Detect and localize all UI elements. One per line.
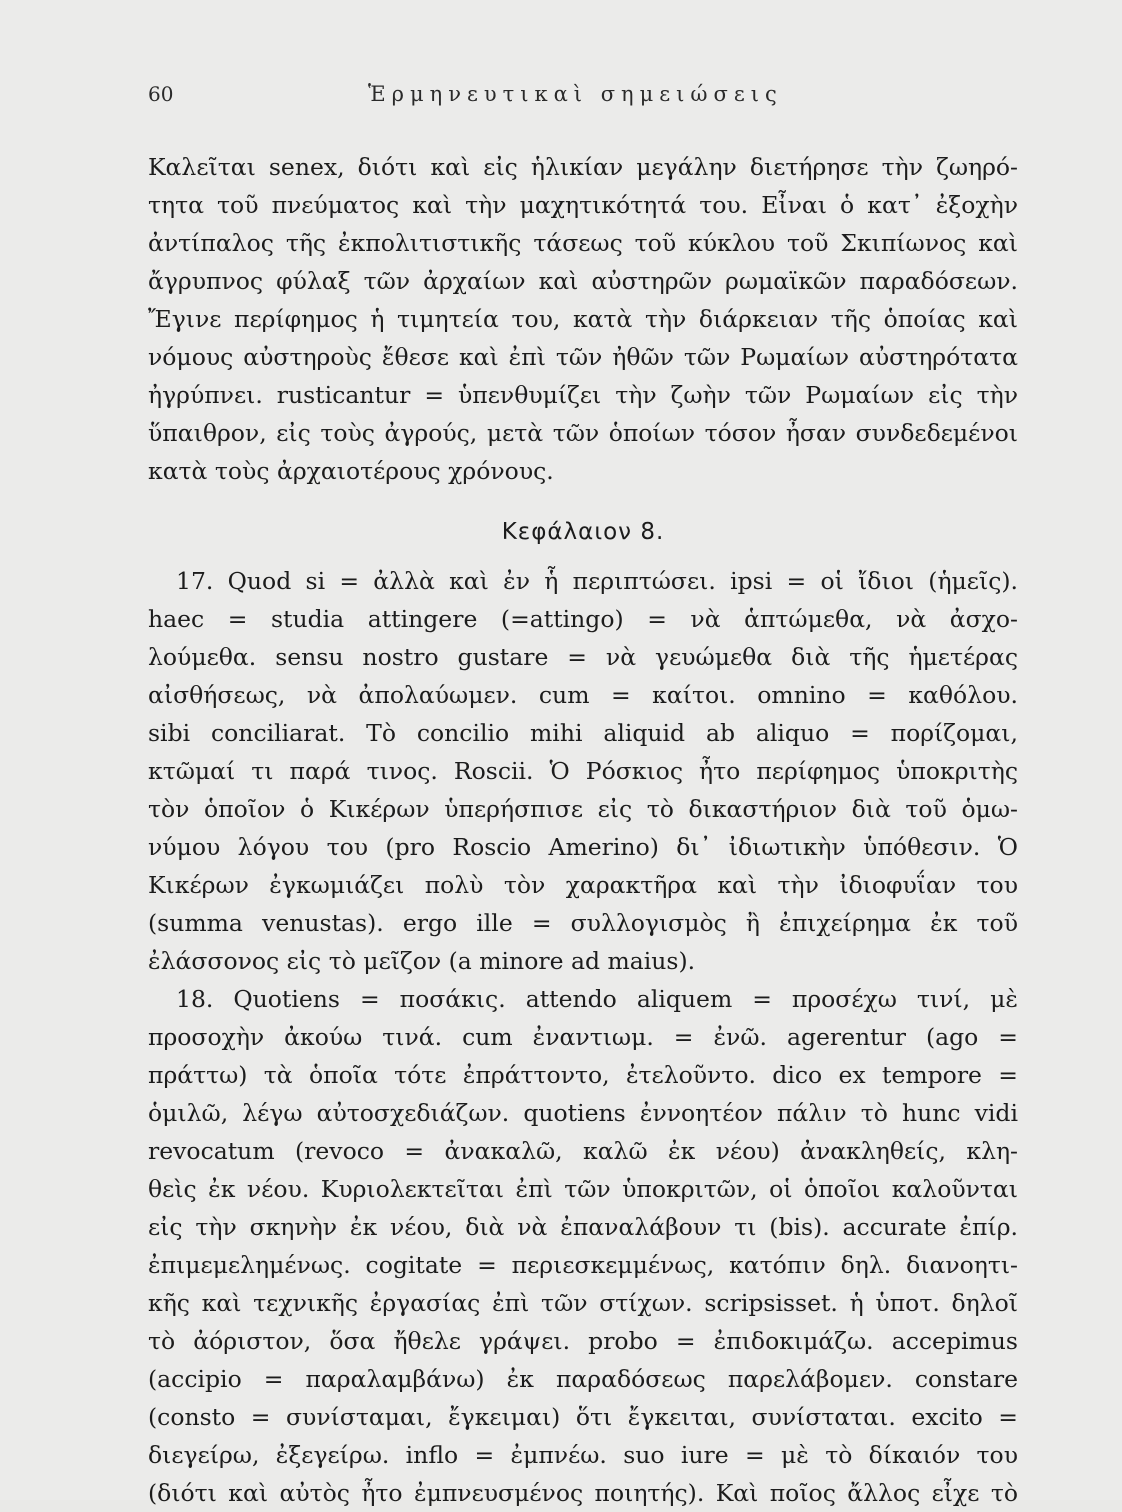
section-17	[148, 562, 1018, 980]
chapter-heading: Κεφάλαιον 8.	[501, 519, 665, 545]
text-line: κατὰ τοὺς ἀρχαιοτέρους χρόνους.	[148, 457, 554, 485]
text-line: revocatum (revoco = ἀνακαλῶ, καλῶ ἐκ νέου) ἀνακληθείς, κλη-	[148, 1137, 1018, 1165]
text-line: ἐπιμεμελημένως. cogitate = περιεσκεμμένως, κατόπιν δηλ. διανοητι-	[148, 1251, 1018, 1279]
text-line: ὕπαιθρον, εἰς τοὺς ἀγρούς, μετὰ τῶν ὁποίων τόσον ἦσαν συνδεδεμένοι	[148, 419, 1018, 447]
text-line: ἄγρυπνος φύλαξ τῶν ἀρχαίων καὶ αὐστηρῶν ρωμαϊκῶν παραδόσεων.	[148, 267, 1018, 295]
running-header	[148, 82, 1028, 112]
page-number: 60	[148, 82, 174, 106]
text-line: ὁμιλῶ, λέγω αὐτοσχεδιάζων. quotiens ἐννοητέον πάλιν τὸ hunc vidi	[148, 1099, 1018, 1127]
text-line: ἐλάσσονος εἰς τὸ μεῖζον (a minore ad maius).	[148, 947, 696, 975]
text-line: ἀντίπαλος τῆς ἐκπολιτιστικῆς τάσεως τοῦ κύκλου τοῦ Σκιπίωνος καὶ	[148, 229, 1018, 257]
text-line: διεγείρω, ἐξεγείρω. inflo = ἐμπνέω. suo iure = μὲ τὸ δίκαιόν του	[148, 1441, 1018, 1469]
text-line: λούμεθα. sensu nostro gustare = νὰ γευώμεθα διὰ τῆς ἡμετέρας	[148, 643, 1018, 671]
text-line: νόμους αὐστηροὺς ἔθεσε καὶ ἐπὶ τῶν ἠθῶν τῶν Ρωμαίων αὐστηρότατα	[148, 343, 1018, 371]
text-line: 18. Quotiens = ποσάκις. attendo aliquem = προσέχω τινί, μὲ	[176, 985, 1018, 1013]
text-line: (summa venustas). ergo ille = συλλογισμὸς ἢ ἐπιχείρημα ἐκ τοῦ	[148, 909, 1018, 937]
text-line: (accipio = παραλαμβάνω) ἐκ παραδόσεως παρελάβομεν. constare	[148, 1365, 1018, 1393]
running-title: Ἑρμηνευτικαὶ σημειώσεις	[368, 82, 783, 106]
text-line: (διότι καὶ αὐτὸς ἦτο ἐμπνευσμένος ποιητής). Καὶ ποῖος ἄλλος εἶχε τὸ	[148, 1479, 1018, 1507]
text-line: προσοχὴν ἀκούω τινά. cum ἐναντιωμ. = ἐνῶ. agerentur (ago =	[148, 1023, 1018, 1051]
text-line: τητα τοῦ πνεύματος καὶ τὴν μαχητικότητά του. Εἶναι ὁ κατ᾽ ἐξοχὴν	[148, 191, 1018, 219]
text-line: νύμου λόγου του (pro Roscio Amerino) δι᾽ ἰδιωτικὴν ὑπόθεσιν. Ὁ	[148, 833, 1018, 861]
text-line: sibi conciliarat. Τὸ concilio mihi aliquid ab aliquo = πορίζομαι,	[148, 719, 1018, 747]
text-line: ἠγρύπνει. rusticantur = ὑπενθυμίζει τὴν ζωὴν τῶν Ρωμαίων εἰς τὴν	[148, 381, 1018, 409]
text-line: τὸ ἀόριστον, ὅσα ἤθελε γράψει. probo = ἐπιδοκιμάζω. accepimus	[148, 1327, 1018, 1355]
text-line: κῆς καὶ τεχνικῆς ἐργασίας ἐπὶ τῶν στίχων. scripsisset. ἡ ὑποτ. δηλοῖ	[148, 1289, 1018, 1317]
text-line: πράττω) τὰ ὁποῖα τότε ἐπράττοντο, ἐτελοῦντο. dico ex tempore =	[148, 1061, 1018, 1089]
section-18	[148, 980, 1018, 1512]
text-line: Ἔγινε περίφημος ἡ τιμητεία του, κατὰ τὴν διάρκειαν τῆς ὁποίας καὶ	[148, 305, 1018, 333]
page-body	[148, 148, 1018, 1512]
paragraph-senex	[148, 148, 1018, 490]
text-line: 17. Quod si = ἀλλὰ καὶ ἐν ἧ περιπτώσει. ipsi = οἱ ἴδιοι (ἡμεῖς).	[176, 567, 1018, 595]
text-line: θεὶς ἐκ νέου. Κυριολεκτεῖται ἐπὶ τῶν ὑποκριτῶν, οἱ ὁποῖοι καλοῦνται	[148, 1175, 1018, 1203]
text-line: κτῶμαί τι παρά τινος. Roscii. Ὁ Ρόσκιος ἦτο περίφημος ὑποκριτὴς	[148, 757, 1018, 785]
text-line: εἰς τὴν σκηνὴν ἐκ νέου, διὰ νὰ ἐπαναλάβουν τι (bis). accurate ἐπίρ.	[148, 1213, 1018, 1241]
text-line: (consto = συνίσταμαι, ἔγκειμαι) ὅτι ἔγκειται, συνίσταται. excito =	[148, 1403, 1018, 1431]
text-line: haec = studia attingere (=attingo) = νὰ ἁπτώμεθα, νὰ ἀσχο-	[148, 605, 1018, 633]
text-line: τὸν ὁποῖον ὁ Κικέρων ὑπερήσπισε εἰς τὸ δικαστήριον διὰ τοῦ ὁμω-	[148, 795, 1018, 823]
text-line: Καλεῖται senex, διότι καὶ εἰς ἡλικίαν μεγάλην διετήρησε τὴν ζωηρό-	[148, 153, 1018, 181]
text-line: αἰσθήσεως, νὰ ἀπολαύωμεν. cum = καίτοι. omnino = καθόλου.	[148, 681, 1018, 709]
text-line: Κικέρων ἐγκωμιάζει πολὺ τὸν χαρακτῆρα καὶ τὴν ἰδιοφυΐαν του	[148, 871, 1018, 899]
